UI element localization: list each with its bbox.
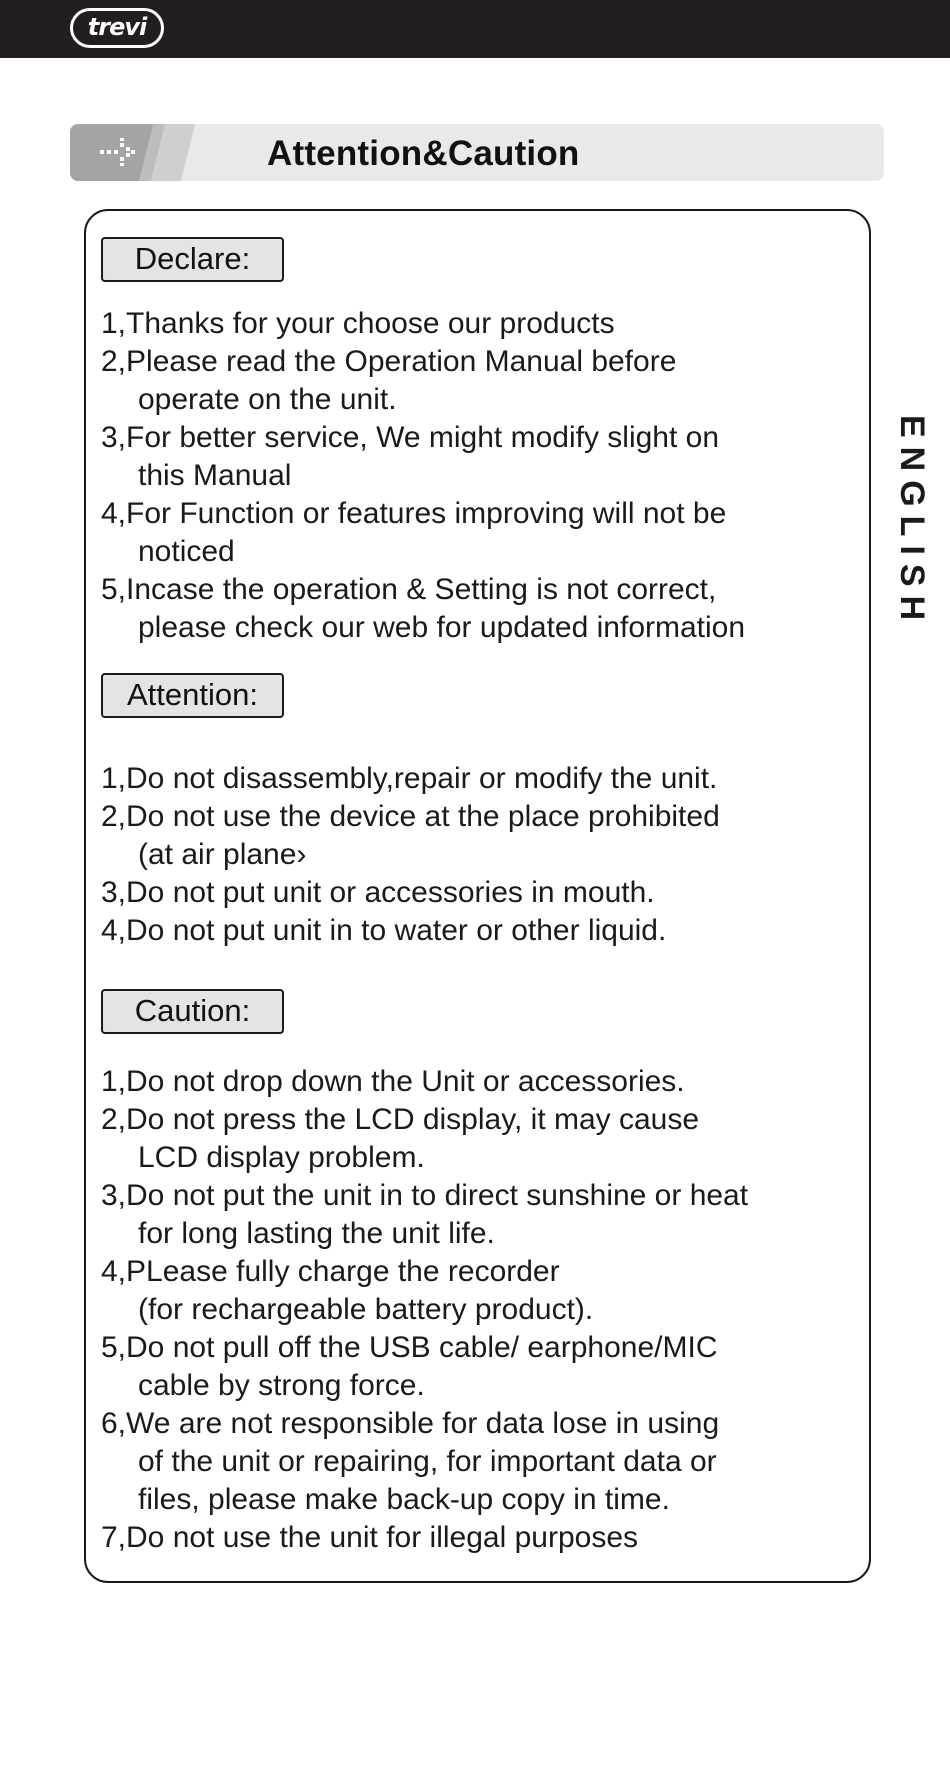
list-item-text: 4,PLease fully charge the recorder [101,1255,560,1288]
list-item-text: 2,Please read the Operation Manual before [101,345,677,378]
list-item-text: 5,Incase the operation & Setting is not correct, [101,573,717,606]
list-item-text: 3,Do not put the unit in to direct sunshine or heat [101,1179,749,1212]
list-item [101,798,720,874]
caution-label: Caution: [101,989,284,1034]
page-title: Attention&Caution [267,134,580,173]
list-item [101,1405,719,1519]
list-item [101,495,726,571]
list-item-text: 4,Do not put unit in to water or other liquid. [101,914,667,947]
list-item [101,1063,685,1101]
arrow-dots-icon [98,136,138,168]
list-item-text: 1,Do not disassembly,repair or modify the unit. [101,762,718,795]
list-item [101,874,655,912]
list-item [101,760,717,798]
list-item-continuation: of the unit or repairing, for important data or [138,1445,717,1478]
list-item-continuation: files, please make back-up copy in time. [138,1483,670,1516]
section-heading [70,124,884,181]
list-item [101,305,615,343]
list-item-text: 3,For better service, We might modify slight on [101,421,720,454]
list-item [101,1329,717,1405]
list-item [101,912,666,950]
list-item-text: 6,We are not responsible for data lose in using [101,1407,720,1440]
list-item-continuation: LCD display problem. [138,1141,425,1174]
brand-logo: trevi [70,8,164,48]
list-item-text: 4,For Function or features improving will not be [101,497,727,530]
list-item-continuation: this Manual [138,459,292,492]
list-item [101,1177,748,1253]
list-item [101,571,745,647]
list-item-continuation: cable by strong force. [138,1369,425,1402]
declare-label: Declare: [101,237,284,282]
attention-label: Attention: [101,673,284,718]
list-item-text: 7,Do not use the unit for illegal purposes [101,1521,638,1554]
list-item [101,1101,699,1177]
top-bar [0,0,950,58]
list-item-text: 2,Do not use the device at the place prohibited [101,800,720,833]
list-item-continuation: noticed [138,535,235,568]
list-item-text: 1,Do not drop down the Unit or accessories. [101,1065,685,1098]
list-item-text: 2,Do not press the LCD display, it may cause [101,1103,700,1136]
list-item [101,343,676,419]
list-item-text: 5,Do not pull off the USB cable/ earphone/MIC [101,1331,718,1364]
list-item-text: 1,Thanks for your choose our products [101,307,615,340]
list-item-continuation: (at air plane› [138,838,307,871]
list-item [101,419,719,495]
list-item-text: 3,Do not put unit or accessories in mouth. [101,876,655,909]
list-item-continuation: (for rechargeable battery product). [138,1293,594,1326]
list-item [101,1253,593,1329]
language-label: ENGLISH [893,415,931,630]
list-item-continuation: for long lasting the unit life. [138,1217,495,1250]
list-item-continuation: please check our web for updated information [138,611,746,644]
list-item-continuation: operate on the unit. [138,383,397,416]
list-item [101,1519,638,1557]
